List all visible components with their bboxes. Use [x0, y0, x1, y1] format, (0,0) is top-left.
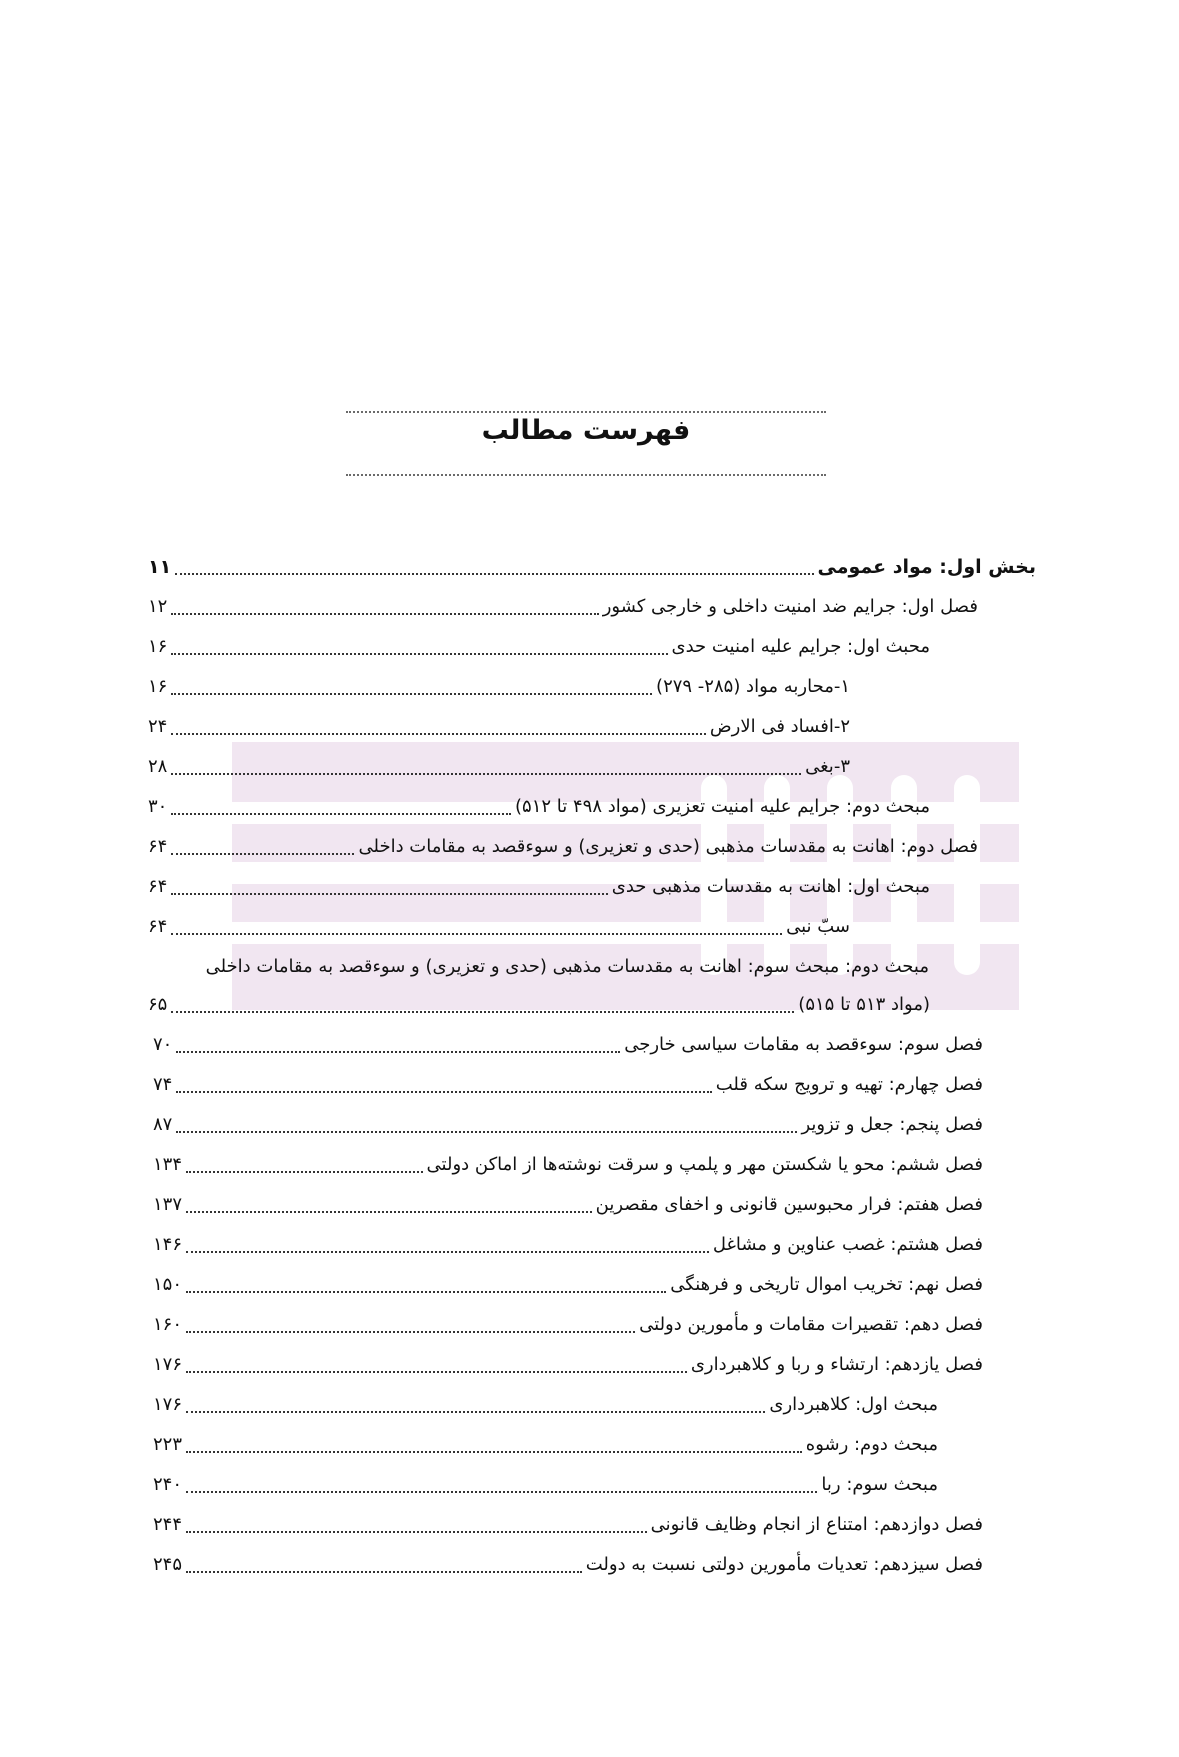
toc-entry[interactable] [153, 1308, 983, 1342]
toc-entry-page: ۲۴ [148, 716, 168, 737]
dot-leader [186, 1210, 592, 1213]
toc-entry-label: فصل چهارم: تهیه و ترویج سکه قلب [715, 1074, 983, 1095]
toc-entry[interactable] [153, 1348, 983, 1382]
toc-entry-label: فصل هفتم: فرار محبوسین قانونی و اخفای مقصرین [595, 1194, 983, 1215]
toc-entry-label: ۳-بغی [805, 756, 850, 777]
toc-entry[interactable] [153, 1428, 938, 1462]
dot-leader [186, 1570, 582, 1573]
toc-entry-label: سبّ نبی [786, 916, 850, 937]
dot-leader [176, 1130, 797, 1133]
toc-entry-label: فصل ششم: محو یا شکستن مهر و پلمپ و سرقت نوشته‌ها از اماکن دولتی [426, 1154, 983, 1175]
toc-entry-page: ۲۸ [148, 756, 168, 777]
dot-leader [186, 1170, 423, 1173]
toc-entry[interactable] [148, 870, 930, 904]
toc-entry-part-1[interactable] [148, 550, 1036, 584]
toc-entry-page: ۲۲۳ [153, 1434, 183, 1455]
toc-entry[interactable] [148, 988, 930, 1022]
toc-entry-label: ۲-افساد فی الارض [709, 716, 850, 737]
toc-entry-label-wrapped: مبحث دوم: مبحث سوم: اهانت به مقدسات مذهبی (حدی و تعزیری) و سوءقصد به مقامات داخلی [205, 956, 929, 977]
toc-entry-page: ۷۰ [153, 1034, 173, 1055]
toc-entry-page: ۱۳۷ [153, 1194, 183, 1215]
dot-leader [186, 1530, 647, 1533]
dot-leader [171, 852, 354, 855]
dot-leader [186, 1370, 687, 1373]
toc-entry[interactable] [148, 750, 850, 784]
toc-entry[interactable] [153, 1508, 983, 1542]
toc-entry-page: ۲۴۴ [153, 1514, 183, 1535]
toc-entry[interactable] [153, 1108, 983, 1142]
toc-entry[interactable] [153, 1468, 938, 1502]
dot-leader [171, 1010, 794, 1013]
dot-leader [176, 1090, 711, 1093]
toc-entry-label: مبحث اول: اهانت به مقدسات مذهبی حدی [611, 876, 930, 897]
toc-entry[interactable] [148, 670, 850, 704]
toc-entry[interactable] [153, 1068, 983, 1102]
toc-entry-page: ۱۶۰ [153, 1314, 183, 1335]
toc-entry-page: ۱۶ [148, 636, 168, 657]
dot-leader [186, 1490, 817, 1493]
toc-entry[interactable] [148, 630, 930, 664]
toc-entry-page: ۶۴ [148, 876, 168, 897]
toc-entry[interactable] [153, 1268, 983, 1302]
toc-entry[interactable] [153, 1228, 983, 1262]
toc-entry[interactable] [153, 1388, 938, 1422]
dot-leader [186, 1450, 802, 1453]
dot-leader [186, 1290, 666, 1293]
toc-entry-label: فصل دوم: اهانت به مقدسات مذهبی (حدی و تعزیری) و سوءقصد به مقامات داخلی [358, 836, 978, 857]
toc-entry[interactable] [153, 1028, 983, 1062]
toc-entry-label: فصل دهم: تقصیرات مقامات و مأمورین دولتی [639, 1314, 983, 1335]
toc-entry[interactable] [153, 1548, 983, 1582]
toc-entry-label: فصل هشتم: غصب عناوین و مشاغل [712, 1234, 983, 1255]
toc-entry-page: ۶۴ [148, 836, 168, 857]
toc-entry-label: محبث اول: جرایم علیه امنیت حدی [671, 636, 930, 657]
toc-entry-label: مبحث دوم: جرایم علیه امنیت تعزیری (مواد ۴۹۸ تا ۵۱۲) [515, 796, 930, 817]
dot-leader [186, 1330, 635, 1333]
toc-entry-page: ۱۶ [148, 676, 168, 697]
toc-entry-label: مبحث اول: کلاهبرداری [769, 1394, 938, 1415]
dot-leader [171, 812, 511, 815]
dot-leader [171, 732, 706, 735]
toc-entry[interactable] [148, 710, 850, 744]
toc-entry-label: (مواد ۵۱۳ تا ۵۱۵) [798, 994, 930, 1015]
toc-entry-page: ۷۴ [153, 1074, 173, 1095]
toc-entry-label: فصل پنجم: جعل و تزویر [801, 1114, 983, 1135]
toc-entry-label: مبحث دوم: رشوه [805, 1434, 938, 1455]
toc-entry-page: ۱۱ [148, 556, 172, 578]
toc-entry-label: فصل یازدهم: ارتشاء و ربا و کلاهبرداری [690, 1354, 983, 1375]
dot-leader [171, 692, 652, 695]
dot-leader [171, 932, 782, 935]
toc-entry[interactable] [153, 1148, 983, 1182]
toc-entry-page: ۶۵ [148, 994, 168, 1015]
toc-entry-label: فصل سوم: سوءقصد به مقامات سیاسی خارجی [624, 1034, 983, 1055]
toc-entry-page: ۸۷ [153, 1114, 173, 1135]
dot-leader [186, 1410, 765, 1413]
toc-entry-label: فصل اول: جرایم ضد امنیت داخلی و خارجی کشور [602, 596, 978, 617]
dot-leader [171, 772, 801, 775]
toc-entry-page: ۱۵۰ [153, 1274, 183, 1295]
toc-entry-page: ۱۲ [148, 596, 168, 617]
toc-entry-page: ۶۴ [148, 916, 168, 937]
dot-leader [176, 1050, 620, 1053]
page-title: فهرست مطالب [481, 415, 691, 446]
toc-entry-page: ۱۳۴ [153, 1154, 183, 1175]
toc-entry-page: ۲۴۵ [153, 1554, 183, 1575]
toc-entry-page: ۱۷۶ [153, 1354, 183, 1375]
toc-entry-label: فصل دوازدهم: امتناع از انجام وظایف قانونی [650, 1514, 983, 1535]
dot-leader [171, 892, 607, 895]
dot-leader [171, 612, 598, 615]
dot-leader [171, 652, 667, 655]
dot-leader [186, 1250, 709, 1253]
toc-entry-label: بخش اول: مواد عمومی [817, 556, 1036, 578]
toc-entry-page: ۲۴۰ [153, 1474, 183, 1495]
toc-entry-label: فصل سیزدهم: تعدیات مأمورین دولتی نسبت به دولت [585, 1554, 983, 1575]
dot-leader [175, 572, 813, 575]
toc-entry-page: ۳۰ [148, 796, 168, 817]
toc-entry[interactable] [148, 790, 930, 824]
toc-entry-page: ۱۴۶ [153, 1234, 183, 1255]
toc-entry[interactable] [148, 590, 978, 624]
toc-entry-page: ۱۷۶ [153, 1394, 183, 1415]
toc-entry-label: ۱-محاربه مواد (۲۸۵- ۲۷۹) [656, 676, 850, 697]
toc-entry-label: مبحث سوم: ربا [821, 1474, 938, 1495]
toc-entry[interactable] [148, 910, 850, 944]
toc-entry[interactable] [148, 830, 978, 864]
toc-entry-label: فصل نهم: تخریب اموال تاریخی و فرهنگی [670, 1274, 983, 1295]
toc-entry[interactable] [153, 1188, 983, 1222]
